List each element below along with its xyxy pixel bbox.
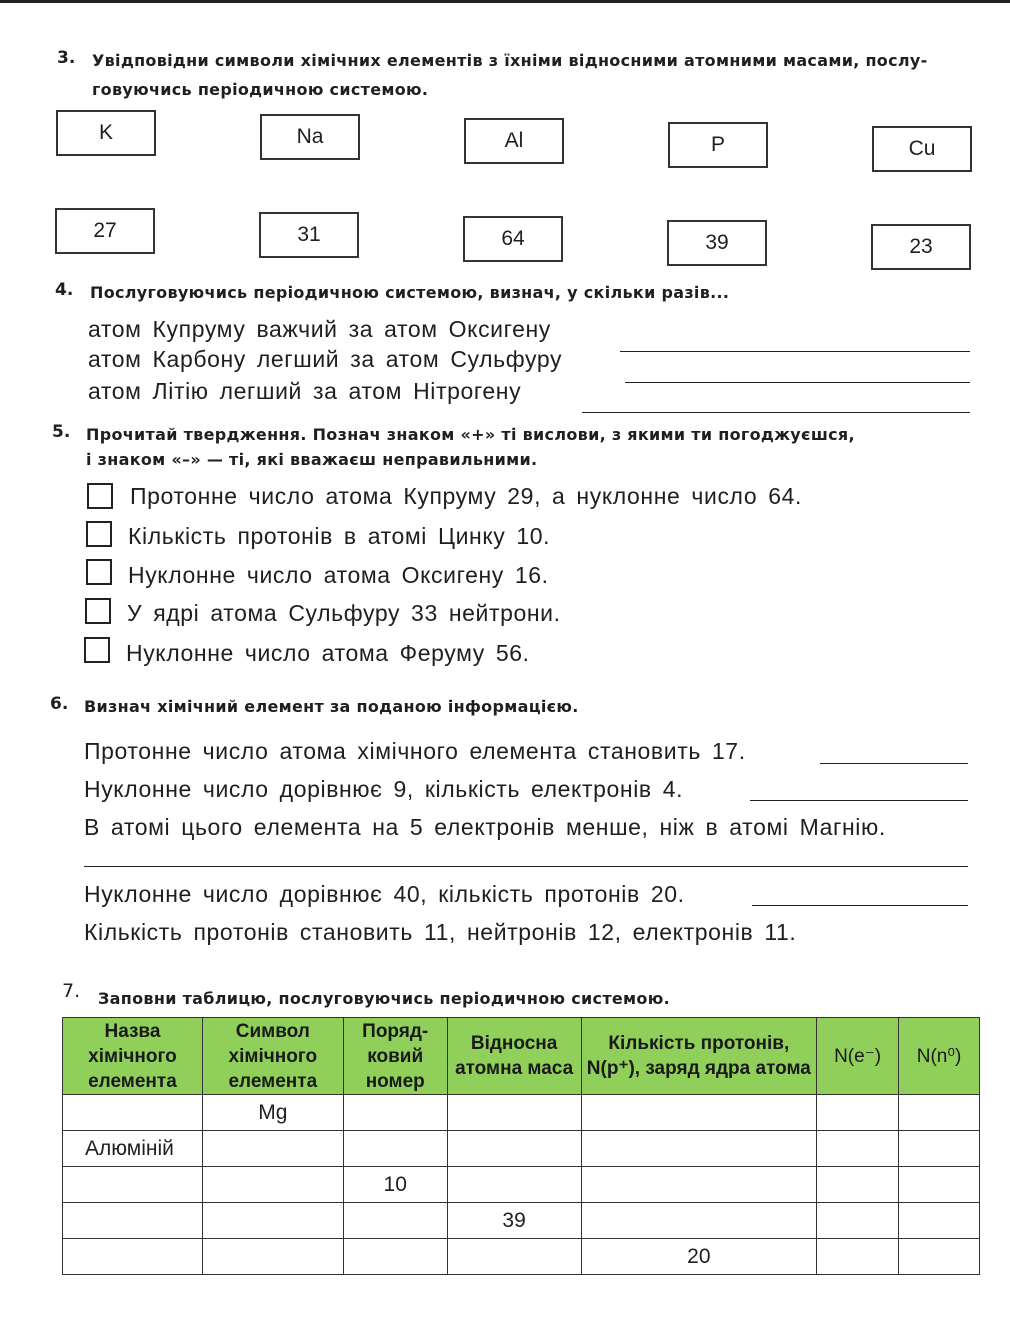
mass-box-64[interactable]: 64 xyxy=(463,216,563,262)
task5-instruction-line2: і знаком «–» — ті, які вважаєш неправильними. xyxy=(86,450,538,469)
table-cell[interactable] xyxy=(63,1239,203,1275)
symbol-box-p[interactable]: P xyxy=(668,122,768,168)
task6-answer-line-4[interactable] xyxy=(752,905,968,906)
header-protons-charge: Кількість протонів, N(p⁺), заряд ядра атома xyxy=(581,1018,817,1095)
task6-item-5: Кількість протонів становить 11, нейтронів 12, електронів 11. xyxy=(84,919,797,945)
table-cell[interactable] xyxy=(63,1203,203,1239)
table-cell[interactable] xyxy=(343,1203,447,1239)
table-row xyxy=(63,1131,980,1167)
task6-item-3: В атомі цього елемента на 5 електронів менше, ніж в атомі Магнію. xyxy=(84,814,886,840)
task5-instruction-line1: Прочитай твердження. Познач знаком «+» ті вислови, з якими ти погоджуєшся, xyxy=(86,425,855,444)
table-cell[interactable]: 10 xyxy=(343,1167,447,1203)
table-cell[interactable] xyxy=(899,1203,980,1239)
table-cell[interactable]: 20 xyxy=(581,1239,817,1275)
table-cell[interactable] xyxy=(447,1239,581,1275)
task4-answer-line-1[interactable] xyxy=(620,351,970,352)
elements-table xyxy=(62,1017,980,1275)
table-cell[interactable] xyxy=(202,1167,343,1203)
table-header-row xyxy=(63,1018,980,1095)
symbol-box-al[interactable]: Al xyxy=(464,118,564,164)
table-cell[interactable] xyxy=(581,1203,817,1239)
statement-text-5: Нуклонне число атома Феруму 56. xyxy=(126,640,530,666)
header-element-symbol: Символ хімічного елемента xyxy=(202,1018,343,1095)
header-element-name: Назва хімічного елемента xyxy=(63,1018,203,1095)
table-cell[interactable] xyxy=(447,1131,581,1167)
table-row xyxy=(63,1095,980,1131)
task3-number: 3. xyxy=(57,48,76,68)
statement-text-2: Кількість протонів в атомі Цинку 10. xyxy=(128,523,551,549)
table-cell[interactable] xyxy=(899,1167,980,1203)
table-row xyxy=(63,1167,980,1203)
table-cell[interactable]: Алюміній xyxy=(63,1131,203,1167)
task5-number: 5. xyxy=(52,422,71,442)
table-cell[interactable] xyxy=(899,1095,980,1131)
table-cell[interactable] xyxy=(343,1239,447,1275)
task6-instruction: Визнач хімічний елемент за поданою інформацією. xyxy=(84,697,579,716)
symbol-box-cu[interactable]: Cu xyxy=(872,126,972,172)
task4-item-2: атом Карбону легший за атом Сульфуру xyxy=(88,346,563,372)
symbol-box-na[interactable]: Na xyxy=(260,114,360,160)
table-cell[interactable] xyxy=(343,1095,447,1131)
task6-answer-line-1[interactable] xyxy=(820,763,968,764)
table-cell[interactable] xyxy=(817,1239,899,1275)
table-cell[interactable]: 39 xyxy=(447,1203,581,1239)
table-cell[interactable] xyxy=(447,1095,581,1131)
header-neutrons: N(n⁰) xyxy=(899,1018,980,1095)
table-cell[interactable] xyxy=(202,1239,343,1275)
header-atomic-number: Поряд-ковий номер xyxy=(343,1018,447,1095)
statement-checkbox-2[interactable] xyxy=(86,521,112,547)
table-cell[interactable] xyxy=(817,1167,899,1203)
task4-answer-line-3[interactable] xyxy=(582,412,970,413)
table-row xyxy=(63,1239,980,1275)
table-cell[interactable] xyxy=(899,1239,980,1275)
statement-checkbox-4[interactable] xyxy=(85,598,111,624)
table-cell[interactable] xyxy=(63,1167,203,1203)
statement-checkbox-1[interactable] xyxy=(87,483,113,509)
header-atomic-mass: Відносна атомна маса xyxy=(447,1018,581,1095)
table-cell[interactable] xyxy=(447,1167,581,1203)
table-cell[interactable] xyxy=(581,1167,817,1203)
mass-box-23[interactable]: 23 xyxy=(871,224,971,270)
table-cell[interactable] xyxy=(202,1131,343,1167)
task7-instruction: Заповни таблицю, послуговуючись періодичною системою. xyxy=(98,989,670,1008)
task4-item-3: атом Літію легший за атом Нітрогену xyxy=(88,378,522,404)
mass-box-27[interactable]: 27 xyxy=(55,208,155,254)
task6-number: 6. xyxy=(50,694,69,714)
task6-item-4: Нуклонне число дорівнює 40, кількість протонів 20. xyxy=(84,881,685,907)
task4-number: 4. xyxy=(55,280,74,300)
table-cell[interactable] xyxy=(817,1095,899,1131)
table-cell[interactable]: Mg xyxy=(202,1095,343,1131)
task3-instruction-line2: говуючись періодичною системою. xyxy=(92,80,429,99)
task6-answer-line-2[interactable] xyxy=(750,800,968,801)
table-cell[interactable] xyxy=(581,1095,817,1131)
mass-box-31[interactable]: 31 xyxy=(259,212,359,258)
top-border xyxy=(0,0,1010,3)
table-cell[interactable] xyxy=(63,1095,203,1131)
statement-text-3: Нуклонне число атома Оксигену 16. xyxy=(128,562,549,588)
task4-item-1: атом Купруму важчий за атом Оксигену xyxy=(88,316,551,342)
task4-answer-line-2[interactable] xyxy=(625,382,970,383)
header-electrons: N(e⁻) xyxy=(817,1018,899,1095)
symbol-box-k[interactable]: K xyxy=(56,110,156,156)
task6-answer-line-3[interactable] xyxy=(84,866,968,867)
task7-number: 7. xyxy=(62,980,81,1002)
statement-text-4: У ядрі атома Сульфуру 33 нейтрони. xyxy=(127,600,561,626)
task6-item-1: Протонне число атома хімічного елемента становить 17. xyxy=(84,738,746,764)
table-cell[interactable] xyxy=(581,1131,817,1167)
statement-checkbox-3[interactable] xyxy=(86,559,112,585)
table-cell[interactable] xyxy=(202,1203,343,1239)
mass-box-39[interactable]: 39 xyxy=(667,220,767,266)
task3-instruction-line1: Увідповідни символи хімічних елементів з їхніми відносними атомними масами, послу- xyxy=(92,51,928,70)
task6-item-2: Нуклонне число дорівнює 9, кількість електронів 4. xyxy=(84,776,684,802)
table-cell[interactable] xyxy=(817,1203,899,1239)
task4-instruction: Послуговуючись періодичною системою, визнач, у скільки разів... xyxy=(90,283,730,302)
statement-checkbox-5[interactable] xyxy=(84,637,110,663)
statement-text-1: Протонне число атома Купруму 29, а нуклонне число 64. xyxy=(130,483,802,509)
table-row xyxy=(63,1203,980,1239)
table-cell[interactable] xyxy=(899,1131,980,1167)
table-cell[interactable] xyxy=(343,1131,447,1167)
table-cell[interactable] xyxy=(817,1131,899,1167)
